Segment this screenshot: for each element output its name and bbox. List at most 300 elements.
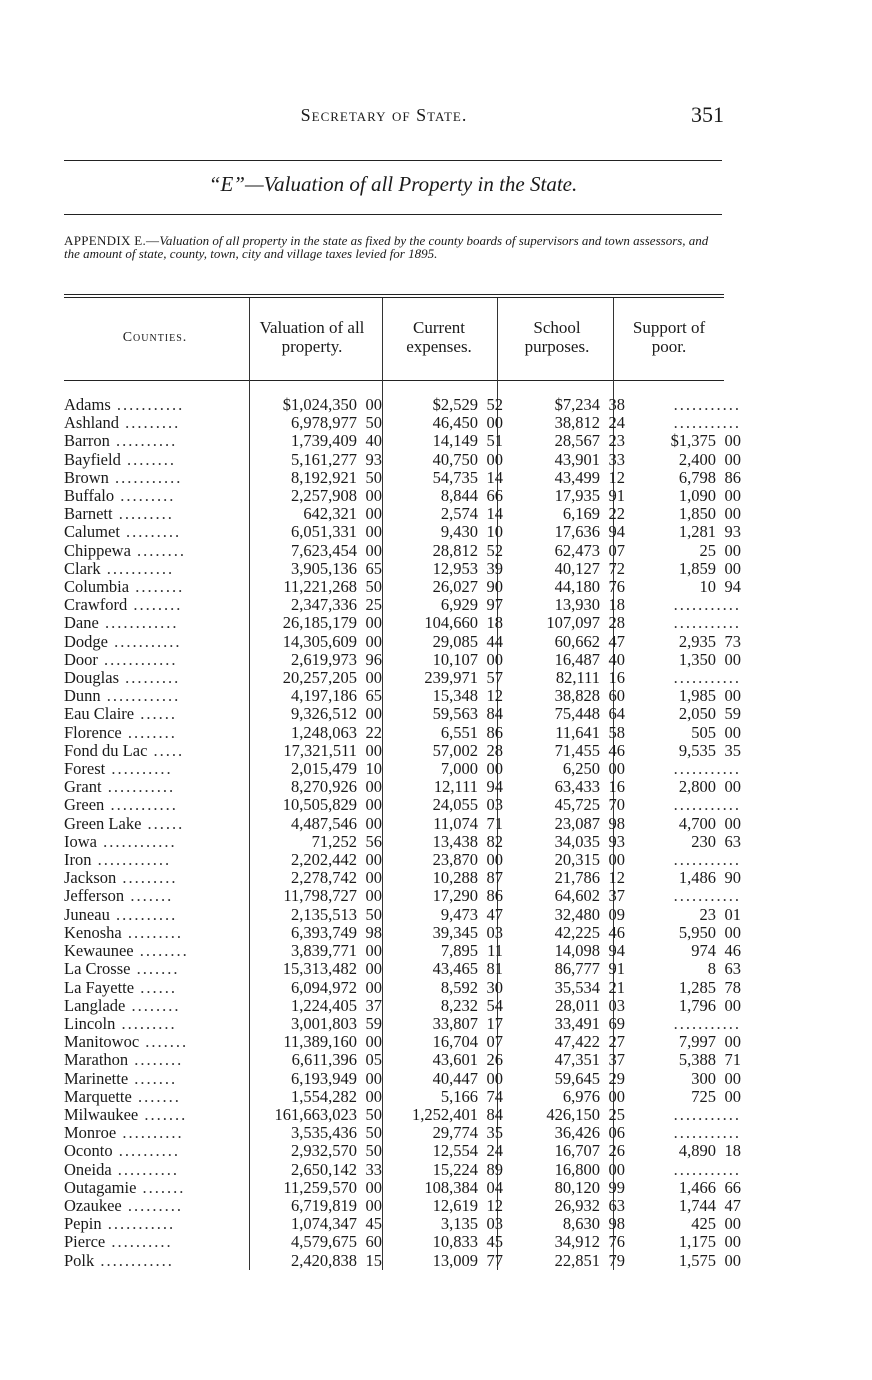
school-purposes-cell-cents: 79 <box>608 1250 625 1270</box>
valuation-cell-dollars: 3,001,803 <box>291 1013 357 1033</box>
county-name <box>64 778 249 796</box>
current-expenses-cell-dollars: 15,348 <box>432 686 478 706</box>
valuation-cell <box>249 1088 388 1106</box>
current-expenses-cell-dollars: 8,592 <box>440 977 478 997</box>
current-expenses-cell-dollars: 12,953 <box>432 558 478 578</box>
table-row <box>64 633 747 651</box>
school-purposes-cell <box>509 651 631 669</box>
current-expenses-cell-dollars: 24,055 <box>432 795 478 815</box>
county-label: Monroe <box>64 1124 117 1143</box>
current-expenses-cell-dollars: 46,450 <box>432 413 478 433</box>
current-expenses-cell-dollars: 10,288 <box>432 868 478 888</box>
support-of-poor-cell-cents: 66 <box>724 1177 741 1197</box>
school-purposes-cell-cents: 70 <box>608 795 625 815</box>
school-purposes-cell-cents: 60 <box>608 686 625 706</box>
school-purposes-cell <box>509 1070 631 1088</box>
current-expenses-cell-dollars: 23,870 <box>432 850 478 870</box>
support-of-poor-cell <box>631 1142 747 1160</box>
current-expenses-cell-cents: 94 <box>486 777 503 797</box>
support-of-poor-cell <box>631 997 747 1015</box>
valuation-cell <box>249 560 388 578</box>
valuation-cell-dollars: 4,487,546 <box>291 813 357 833</box>
valuation-cell-cents: 50 <box>365 413 382 433</box>
leader-dots: ......... <box>121 923 183 942</box>
support-of-poor-cell <box>631 687 747 705</box>
current-expenses-cell-cents: 14 <box>486 504 503 524</box>
leader-dots: .......... <box>116 1124 184 1143</box>
county-name <box>64 487 249 505</box>
support-of-poor-cell-dollars: 1,090 <box>678 486 716 506</box>
school-purposes-cell-cents: 93 <box>608 831 625 851</box>
title-bottom-rule <box>64 214 722 215</box>
table-row <box>64 760 747 778</box>
leader-dots: ........... <box>673 1159 741 1179</box>
valuation-cell-cents: 45 <box>365 1214 382 1234</box>
school-purposes-cell <box>509 469 631 487</box>
leader-dots: ........ <box>129 578 185 597</box>
current-expenses-cell <box>388 451 509 469</box>
county-label: Calumet <box>64 523 120 542</box>
leader-dots: ........... <box>673 759 741 779</box>
leader-dots: ......... <box>119 523 182 542</box>
section-title: “E”—Valuation of all Property in the State. <box>208 172 578 196</box>
valuation-cell-cents: 00 <box>365 704 382 724</box>
valuation-cell-dollars: 6,719,819 <box>291 1195 357 1215</box>
current-expenses-cell <box>388 742 509 760</box>
school-purposes-cell-dollars: 34,035 <box>554 831 600 851</box>
current-expenses-cell-dollars: 12,619 <box>432 1195 478 1215</box>
leader-dots: ........... <box>104 796 178 815</box>
valuation-cell-dollars: 642,321 <box>303 504 357 524</box>
school-purposes-cell-cents: 99 <box>608 1177 625 1197</box>
county-label: Clark <box>64 559 101 578</box>
current-expenses-cell-dollars: 15,224 <box>432 1159 478 1179</box>
school-purposes-cell-cents: 18 <box>608 595 625 615</box>
support-of-poor-cell <box>631 1033 747 1051</box>
school-purposes-cell <box>509 596 631 614</box>
school-purposes-cell-cents: 28 <box>608 613 625 633</box>
school-purposes-cell <box>509 451 631 469</box>
school-purposes-cell-dollars: 38,812 <box>554 413 600 433</box>
support-of-poor-cell-cents: 00 <box>724 1086 741 1106</box>
school-purposes-cell-dollars: 80,120 <box>554 1177 600 1197</box>
valuation-cell-cents: 00 <box>365 850 382 870</box>
table-row <box>64 724 747 742</box>
valuation-cell <box>249 1015 388 1033</box>
school-purposes-cell <box>509 760 631 778</box>
support-of-poor-cell-dollars: 974 <box>691 941 716 961</box>
leader-dots: ........... <box>101 1215 176 1234</box>
support-of-poor-cell-dollars: 4,700 <box>678 813 716 833</box>
support-of-poor-cell-cents: 00 <box>724 540 741 560</box>
county-label: Juneau <box>64 905 110 924</box>
support-of-poor-cell-cents: 63 <box>724 959 741 979</box>
support-of-poor-cell-cents: 00 <box>724 922 741 942</box>
county-name <box>64 1015 249 1033</box>
current-expenses-cell-cents: 00 <box>486 850 503 870</box>
support-of-poor-cell <box>631 1233 747 1251</box>
valuation-cell <box>249 523 388 541</box>
valuation-cell-cents: 00 <box>365 631 382 651</box>
current-expenses-cell-cents: 86 <box>486 886 503 906</box>
valuation-cell <box>249 960 388 978</box>
table-row <box>64 396 747 414</box>
school-purposes-cell-cents: 00 <box>608 1086 625 1106</box>
table-row <box>64 414 747 432</box>
title-top-rule <box>64 160 722 161</box>
caption-lead: APPENDIX E.— <box>64 233 160 248</box>
county-label: Kenosha <box>64 923 122 942</box>
county-name <box>64 633 249 651</box>
county-name <box>64 687 249 705</box>
support-of-poor-cell-dollars: 1,285 <box>678 977 716 997</box>
county-label: Ozaukee <box>64 1196 122 1215</box>
school-purposes-cell-cents: 40 <box>608 649 625 669</box>
county-label: Marathon <box>64 1051 129 1070</box>
current-expenses-cell-cents: 52 <box>486 540 503 560</box>
county-name <box>64 560 249 578</box>
valuation-cell <box>249 1233 388 1251</box>
current-expenses-cell-cents: 44 <box>486 631 503 651</box>
school-purposes-cell <box>509 487 631 505</box>
table-row <box>64 1252 747 1270</box>
valuation-cell-dollars: 6,611,396 <box>291 1050 357 1070</box>
school-purposes-cell-dollars: 59,645 <box>554 1068 600 1088</box>
valuation-cell-dollars: 5,161,277 <box>291 449 357 469</box>
school-purposes-cell <box>509 960 631 978</box>
valuation-cell-cents: 98 <box>365 922 382 942</box>
county-label: Jackson <box>64 869 117 888</box>
current-expenses-cell-cents: 81 <box>486 959 503 979</box>
support-of-poor-cell-dollars: 4,890 <box>678 1141 716 1161</box>
valuation-cell-dollars: 2,420,838 <box>291 1250 357 1270</box>
valuation-cell-dollars: 7,623,454 <box>291 540 357 560</box>
county-label: Ashland <box>64 414 119 433</box>
valuation-cell <box>249 887 388 905</box>
current-expenses-cell-cents: 26 <box>486 1050 503 1070</box>
current-expenses-cell-cents: 12 <box>486 1195 503 1215</box>
valuation-cell <box>249 1161 388 1179</box>
table-row <box>64 997 747 1015</box>
current-expenses-cell-dollars: 59,563 <box>432 704 478 724</box>
valuation-cell <box>249 633 388 651</box>
county-name <box>64 505 249 523</box>
current-expenses-cell <box>388 396 509 414</box>
school-purposes-cell <box>509 1233 631 1251</box>
county-name <box>64 651 249 669</box>
valuation-cell-cents: 00 <box>365 1068 382 1088</box>
valuation-cell-dollars: 8,270,926 <box>291 777 357 797</box>
school-purposes-cell-dollars: 32,480 <box>554 904 600 924</box>
school-purposes-cell-cents: 64 <box>608 704 625 724</box>
valuation-cell-dollars: 1,074,347 <box>291 1214 357 1234</box>
county-name <box>64 578 249 596</box>
current-expenses-cell-dollars: 7,000 <box>440 759 478 779</box>
support-of-poor-cell <box>631 414 747 432</box>
current-expenses-cell <box>388 960 509 978</box>
valuation-cell-cents: 33 <box>365 1159 382 1179</box>
current-expenses-cell-dollars: 17,290 <box>432 886 478 906</box>
support-of-poor-cell-cents: 86 <box>724 467 741 487</box>
support-of-poor-cell-dollars: 1,175 <box>678 1232 716 1252</box>
valuation-cell <box>249 396 388 414</box>
support-of-poor-cell <box>631 596 747 614</box>
county-label: Douglas <box>64 669 119 688</box>
school-purposes-cell <box>509 578 631 596</box>
support-of-poor-cell-cents: 73 <box>724 631 741 651</box>
valuation-cell-cents: 50 <box>365 1123 382 1143</box>
valuation-cell <box>249 596 388 614</box>
school-purposes-cell-cents: 16 <box>608 668 625 688</box>
valuation-cell-cents: 05 <box>365 1050 382 1070</box>
leader-dots: ......... <box>119 669 181 688</box>
leader-dots: ...... <box>134 978 177 997</box>
leader-dots: ........ <box>125 996 181 1015</box>
school-purposes-cell-cents: 09 <box>608 904 625 924</box>
school-purposes-cell-cents: 27 <box>608 1032 625 1052</box>
county-label: Oconto <box>64 1142 113 1161</box>
table-row <box>64 687 747 705</box>
current-expenses-cell-dollars: 9,473 <box>440 904 478 924</box>
current-expenses-cell-cents: 84 <box>486 704 503 724</box>
county-label: Chippewa <box>64 541 131 560</box>
school-purposes-cell-dollars: 26,932 <box>554 1195 600 1215</box>
school-purposes-cell-dollars: 20,315 <box>554 850 600 870</box>
support-of-poor-cell <box>631 633 747 651</box>
valuation-cell-dollars: 2,932,570 <box>291 1141 357 1161</box>
valuation-cell <box>249 1051 388 1069</box>
county-name <box>64 1142 249 1160</box>
support-of-poor-cell <box>631 523 747 541</box>
school-purposes-cell-dollars: 8,630 <box>562 1214 600 1234</box>
leader-dots: ....... <box>130 960 180 979</box>
school-purposes-cell-cents: 47 <box>608 631 625 651</box>
school-purposes-cell-cents: 22 <box>608 504 625 524</box>
current-expenses-cell <box>388 469 509 487</box>
school-purposes-cell-dollars: 6,976 <box>562 1086 600 1106</box>
valuation-cell <box>249 487 388 505</box>
county-label: Pierce <box>64 1233 106 1252</box>
support-of-poor-cell <box>631 960 747 978</box>
county-label: Iowa <box>64 832 97 851</box>
valuation-cell-cents: 00 <box>365 1177 382 1197</box>
current-expenses-cell-dollars: 43,601 <box>432 1050 478 1070</box>
school-purposes-cell-cents: 37 <box>608 886 625 906</box>
valuation-cell-cents: 00 <box>365 1086 382 1106</box>
current-expenses-cell-dollars: 1,252,401 <box>412 1104 478 1124</box>
county-name <box>64 596 249 614</box>
current-expenses-cell-dollars: 16,704 <box>432 1032 478 1052</box>
valuation-cell <box>249 614 388 632</box>
current-expenses-cell-cents: 03 <box>486 922 503 942</box>
school-purposes-cell-dollars: 16,800 <box>554 1159 600 1179</box>
valuation-cell <box>249 906 388 924</box>
support-of-poor-cell-cents: 00 <box>724 449 741 469</box>
school-purposes-cell-dollars: 86,777 <box>554 959 600 979</box>
support-of-poor-cell-dollars: 2,050 <box>678 704 716 724</box>
table-row <box>64 487 747 505</box>
county-label: Outagamie <box>64 1178 137 1197</box>
support-of-poor-cell-dollars: 425 <box>691 1214 716 1234</box>
support-of-poor-cell <box>631 851 747 869</box>
county-label: Brown <box>64 468 109 487</box>
valuation-cell <box>249 815 388 833</box>
current-expenses-cell-dollars: 13,009 <box>432 1250 478 1270</box>
valuation-cell-cents: 65 <box>365 558 382 578</box>
valuation-cell <box>249 1070 388 1088</box>
valuation-cell-dollars: 14,305,609 <box>282 631 357 651</box>
support-of-poor-cell-dollars: 230 <box>691 831 716 851</box>
support-of-poor-cell <box>631 578 747 596</box>
support-of-poor-cell <box>631 1161 747 1179</box>
support-of-poor-cell-dollars: 25 <box>699 540 716 560</box>
valuation-cell-dollars: 2,278,742 <box>291 868 357 888</box>
county-name <box>64 851 249 869</box>
school-purposes-cell-cents: 98 <box>608 1214 625 1234</box>
table-row <box>64 1088 747 1106</box>
school-purposes-cell-dollars: 13,930 <box>554 595 600 615</box>
support-of-poor-cell <box>631 760 747 778</box>
school-purposes-cell <box>509 1088 631 1106</box>
leader-dots: ........... <box>108 468 183 487</box>
support-of-poor-cell-cents: 63 <box>724 831 741 851</box>
valuation-cell-cents: 50 <box>365 904 382 924</box>
valuation-cell-dollars: 26,185,179 <box>282 613 357 633</box>
leader-dots: ............ <box>94 1251 174 1270</box>
valuation-cell-dollars: 10,505,829 <box>282 795 357 815</box>
current-expenses-cell-cents: 35 <box>486 1123 503 1143</box>
current-expenses-cell <box>388 724 509 742</box>
support-of-poor-cell <box>631 796 747 814</box>
school-purposes-cell <box>509 414 631 432</box>
county-name <box>64 705 249 723</box>
current-expenses-cell <box>388 651 509 669</box>
school-purposes-cell-dollars: 21,786 <box>554 868 600 888</box>
school-purposes-cell-dollars: 75,448 <box>554 704 600 724</box>
leader-dots: ...... <box>141 814 185 833</box>
valuation-cell <box>249 687 388 705</box>
county-name <box>64 1161 249 1179</box>
current-expenses-cell-dollars: 26,027 <box>432 577 478 597</box>
county-name <box>64 960 249 978</box>
school-purposes-cell-cents: 69 <box>608 1013 625 1033</box>
county-label: Marquette <box>64 1087 132 1106</box>
support-of-poor-cell-cents: 46 <box>724 941 741 961</box>
school-purposes-cell <box>509 687 631 705</box>
county-label: Iron <box>64 851 92 870</box>
support-of-poor-cell <box>631 924 747 942</box>
support-of-poor-cell-dollars: 1,466 <box>678 1177 716 1197</box>
current-expenses-cell <box>388 1124 509 1142</box>
current-expenses-cell-dollars: 5,166 <box>440 1086 478 1106</box>
current-expenses-cell <box>388 815 509 833</box>
county-name <box>64 1106 249 1124</box>
table-row <box>64 614 747 632</box>
school-purposes-cell <box>509 851 631 869</box>
current-expenses-cell-dollars: 33,807 <box>432 1013 478 1033</box>
valuation-cell-dollars: 4,197,186 <box>291 686 357 706</box>
support-of-poor-cell-cents: 00 <box>724 504 741 524</box>
school-purposes-cell-dollars: 71,455 <box>554 740 600 760</box>
support-of-poor-cell-cents: 00 <box>724 1214 741 1234</box>
valuation-cell-dollars: 11,798,727 <box>283 886 357 906</box>
valuation-cell-dollars: 8,192,921 <box>291 467 357 487</box>
column-headers <box>64 298 724 381</box>
current-expenses-cell-dollars: 29,085 <box>432 631 478 651</box>
leader-dots: ........ <box>130 541 187 560</box>
current-expenses-cell <box>388 614 509 632</box>
support-of-poor-cell-cents: 00 <box>724 995 741 1015</box>
support-of-poor-cell <box>631 1215 747 1233</box>
table-row <box>64 469 747 487</box>
current-expenses-cell <box>388 778 509 796</box>
school-purposes-cell-dollars: 36,426 <box>554 1123 600 1143</box>
support-of-poor-cell-dollars: 1,350 <box>678 649 716 669</box>
county-label: Oneida <box>64 1160 112 1179</box>
leader-dots: ........ <box>121 723 177 742</box>
valuation-cell <box>249 669 388 687</box>
current-expenses-cell <box>388 851 509 869</box>
support-of-poor-cell <box>631 1015 747 1033</box>
support-of-poor-cell-cents: 00 <box>724 686 741 706</box>
current-expenses-cell-cents: 86 <box>486 722 503 742</box>
valuation-cell-cents: 93 <box>365 449 382 469</box>
current-expenses-cell <box>388 1179 509 1197</box>
current-expenses-cell-dollars: 7,895 <box>440 941 478 961</box>
support-of-poor-cell <box>631 669 747 687</box>
current-expenses-cell <box>388 487 509 505</box>
current-expenses-cell-dollars: 54,735 <box>432 467 478 487</box>
school-purposes-cell <box>509 997 631 1015</box>
current-expenses-cell-cents: 82 <box>486 831 503 851</box>
valuation-cell-cents: 00 <box>365 613 382 633</box>
county-label: Kewaunee <box>64 942 134 961</box>
school-purposes-cell-cents: 91 <box>608 486 625 506</box>
current-expenses-cell-cents: 28 <box>486 740 503 760</box>
current-expenses-cell-cents: 10 <box>486 522 503 542</box>
current-expenses-cell-dollars: 9,430 <box>440 522 478 542</box>
current-expenses-cell-dollars: 12,111 <box>433 777 478 797</box>
valuation-cell-cents: 00 <box>365 777 382 797</box>
leader-dots: ............ <box>91 851 172 870</box>
valuation-cell <box>249 760 388 778</box>
header-valuation: Valuation of all property. <box>259 318 365 356</box>
valuation-cell <box>249 1124 388 1142</box>
header-support-of-poor: Support of poor. <box>632 318 706 356</box>
county-label: Lincoln <box>64 1014 116 1033</box>
support-of-poor-cell-cents: 00 <box>724 722 741 742</box>
valuation-cell <box>249 833 388 851</box>
valuation-cell <box>249 1106 388 1124</box>
valuation-cell-dollars: 3,905,136 <box>291 558 357 578</box>
page-number: 351 <box>691 102 724 127</box>
table-row <box>64 596 747 614</box>
support-of-poor-cell-cents: 71 <box>724 1050 741 1070</box>
valuation-cell-cents: 56 <box>365 831 382 851</box>
valuation-cell <box>249 796 388 814</box>
county-label: Dodge <box>64 632 108 651</box>
county-name <box>64 796 249 814</box>
current-expenses-cell-dollars: 8,844 <box>440 486 478 506</box>
school-purposes-cell <box>509 942 631 960</box>
valuation-cell-dollars: 9,326,512 <box>291 704 357 724</box>
current-expenses-cell-dollars: 10,833 <box>432 1232 478 1252</box>
current-expenses-cell-cents: 03 <box>486 1214 503 1234</box>
current-expenses-cell-cents: 77 <box>486 1250 503 1270</box>
school-purposes-cell <box>509 1179 631 1197</box>
valuation-cell-cents: 00 <box>365 504 382 524</box>
school-purposes-cell <box>509 542 631 560</box>
